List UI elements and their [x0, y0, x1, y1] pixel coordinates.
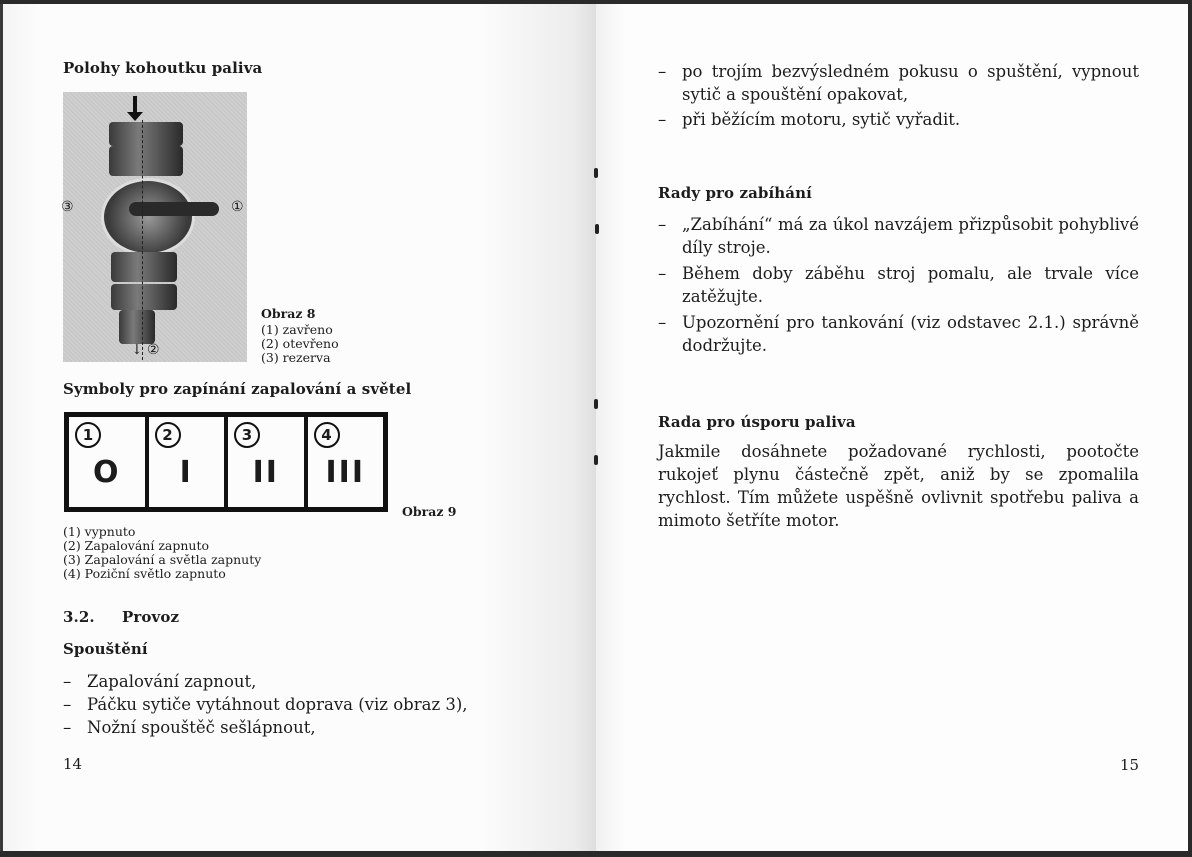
- binding-mark: [594, 455, 598, 465]
- arrow-head-icon: [127, 112, 143, 121]
- fuel-saving-heading: Rada pro úsporu paliva: [658, 413, 856, 431]
- position-light-symbol-icon: III: [325, 455, 365, 490]
- callout-3: ③: [61, 199, 74, 215]
- callout-1: ①: [231, 199, 244, 215]
- break-in-heading: Rady pro zabíhání: [658, 184, 812, 202]
- fuel-tap-heading: Polohy kohoutku paliva: [63, 59, 263, 77]
- right-page: [596, 4, 1188, 851]
- figure-8-legend: [261, 323, 339, 365]
- list-item: – Během doby záběhu stroj pomalu, ale trvale více zatěžujte.: [658, 262, 1139, 308]
- list-item: – „Zabíhání“ má za úkol navzájem přizpůsobit pohyblivé díly stroje.: [658, 213, 1139, 259]
- page-number-right: 15: [1120, 756, 1140, 774]
- figure-9-label: Obraz 9: [402, 504, 457, 519]
- left-page: [0, 4, 599, 851]
- valve-outlet: [119, 310, 155, 344]
- symbol-number: 2: [155, 422, 181, 448]
- legend-item: (3) rezerva: [261, 350, 331, 365]
- legend-item: (2) otevřeno: [261, 336, 339, 351]
- fuel-tap-photo: [63, 92, 247, 362]
- ignition-lights-symbol-icon: II: [252, 455, 279, 490]
- valve-lower-nut-2: [111, 284, 177, 310]
- figure-9-legend: [63, 525, 261, 581]
- symbol-cell: [308, 417, 384, 507]
- fuel-saving-text: Jakmile dosáhnete požadované rychlosti, pootočte rukojeť plynu částečně zpět, aniž by se zpomalila rychlost. Tím můžete uspěšně ovlivnit spotřebu paliva a mimoto šetříte motor.: [658, 442, 1139, 530]
- center-line: [142, 120, 144, 360]
- symbol-cell: [228, 417, 308, 507]
- symbol-number: 1: [75, 422, 101, 448]
- section-heading: [63, 608, 179, 626]
- continued-steps-list: [658, 60, 1139, 131]
- callout-2-arrow: ↓: [131, 342, 143, 358]
- starting-steps-list: [63, 670, 503, 739]
- valve-body: [101, 178, 195, 256]
- binding-mark: [594, 399, 598, 409]
- symbol-cell: [69, 417, 149, 507]
- ignition-on-symbol-icon: I: [179, 455, 193, 490]
- page-number-left: 14: [63, 755, 83, 773]
- legend-item: (3) Zapalování a světla zapnuty: [63, 552, 262, 567]
- symbol-number: 4: [314, 422, 340, 448]
- ignition-symbols-table: [64, 412, 388, 512]
- off-symbol-icon: O: [92, 455, 121, 490]
- symbol-number: 3: [234, 422, 260, 448]
- legend-item: (2) Zapalování zapnuto: [63, 538, 210, 553]
- legend-item: (1) vypnuto: [63, 524, 136, 539]
- list-item: – po trojím bezvýsledném pokusu o spuštění, vypnout sytič a spouštění opakovat,: [658, 60, 1139, 106]
- list-item: – Páčku sytiče vytáhnout doprava (viz obraz 3),: [63, 693, 503, 716]
- legend-item: (4) Poziční světlo zapnuto: [63, 566, 226, 581]
- list-item: – při běžícím motoru, sytič vyřadit.: [658, 108, 1139, 131]
- symbols-heading: Symboly pro zapínání zapalování a světel: [63, 380, 412, 398]
- section-number: 3.2.: [63, 608, 95, 626]
- break-in-list: [658, 213, 1139, 357]
- list-item: – Nožní spouštěč sešlápnout,: [63, 716, 503, 739]
- starting-subheading: Spouštění: [63, 640, 148, 658]
- valve-nut: [109, 146, 183, 176]
- list-item: – Upozornění pro tankování (viz odstavec 2.1.) správně dodržujte.: [658, 311, 1139, 357]
- valve-cap: [109, 122, 183, 146]
- valve-lower-nut: [111, 252, 177, 282]
- binding-mark: [594, 168, 598, 178]
- section-title: Provoz: [122, 608, 180, 626]
- binding-mark: [595, 224, 599, 234]
- callout-2: ②: [147, 342, 160, 358]
- symbol-cell: [149, 417, 229, 507]
- legend-item: (1) zavřeno: [261, 322, 333, 337]
- figure-8-label: Obraz 8: [261, 306, 316, 321]
- list-item: – Zapalování zapnout,: [63, 670, 503, 693]
